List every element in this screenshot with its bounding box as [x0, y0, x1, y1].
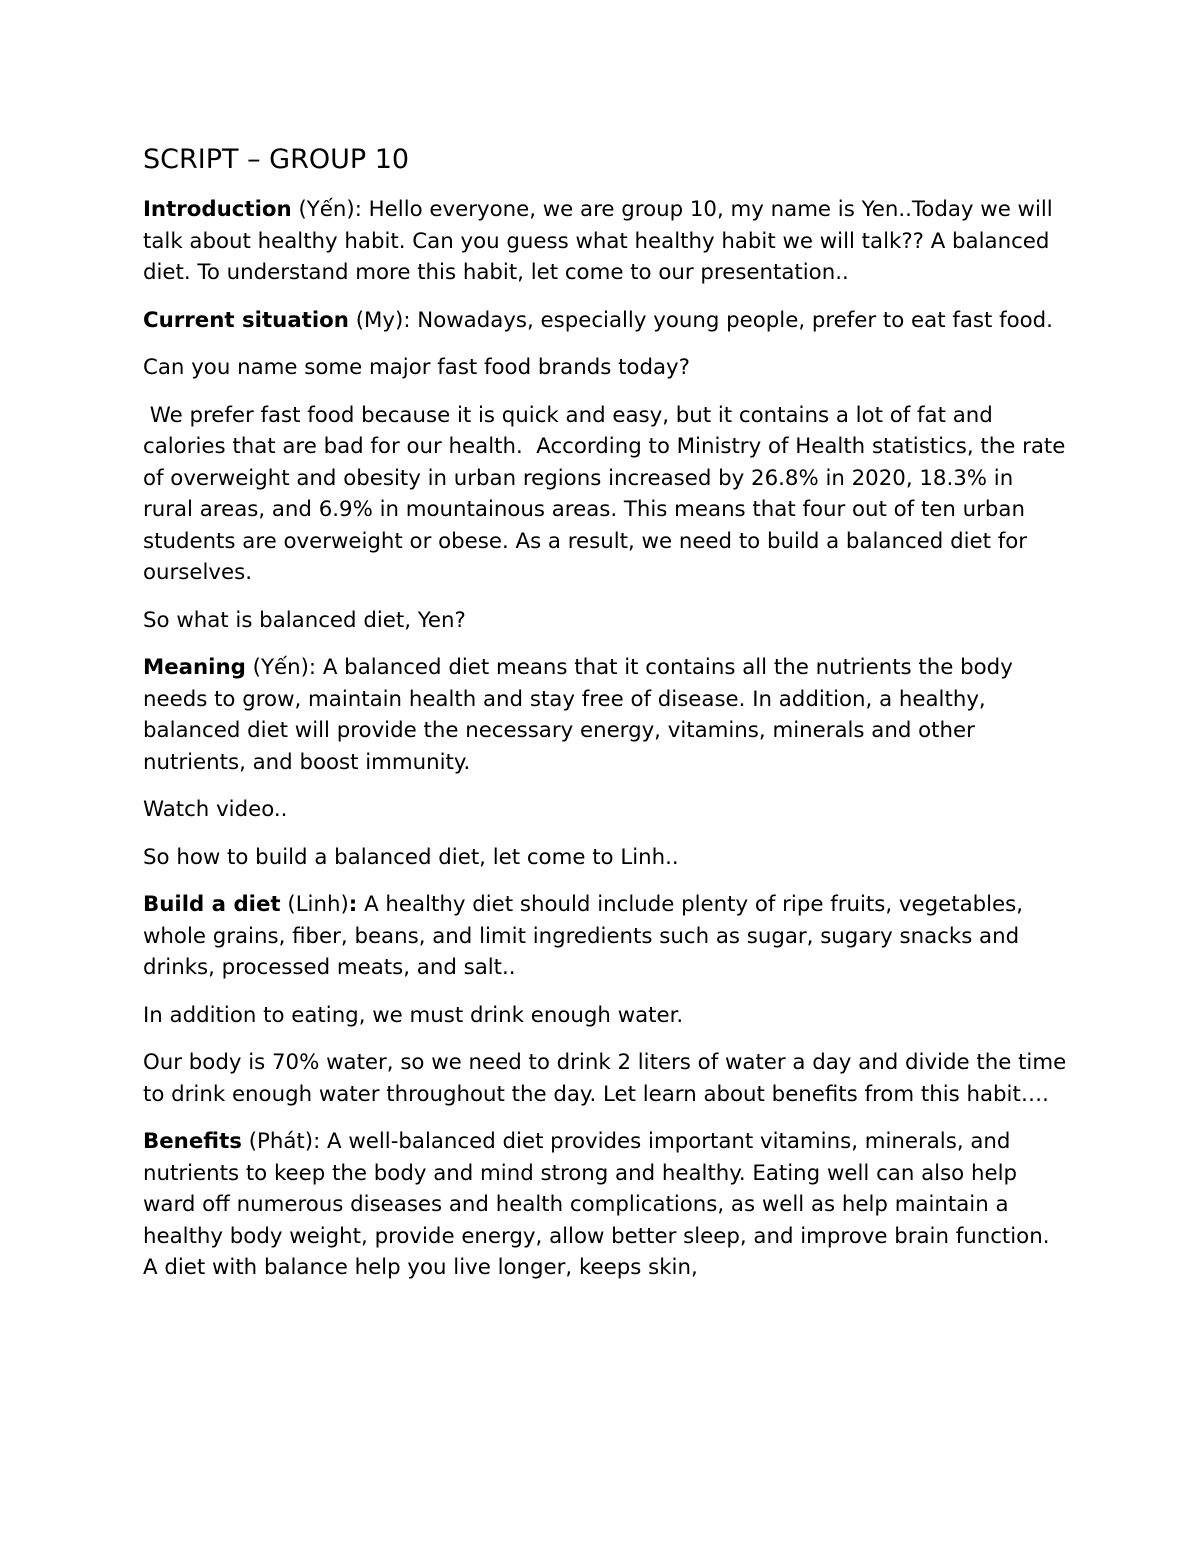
paragraph-text: A balanced diet means that it contains all the nutrients the body needs to grow, maintain health and stay free of disease. In addition, a healthy, balanced diet will provide the necessary energy, vitamins, minerals and other nutrients, and boost immunity.: [143, 655, 1020, 775]
speaker-name: (Yến):: [291, 197, 369, 222]
paragraph-text: A well-balanced diet provides important vitamins, minerals, and nutrients to keep the body and mind strong and healthy. Eating well can also help ward off numerous diseases and health complications, as well as help maintain a healthy body weight, provide energy, allow better sleep, and improve brain function. A diet with balance help you live longer, keeps skin,: [143, 1129, 1064, 1280]
paragraph-text: In addition to eating, we must drink enough water.: [143, 1002, 684, 1028]
paragraph-text: Our body is 70% water, so we need to drink 2 liters of water a day and divide the time to drink enough water throughout the day. Let learn about benefits from this habit….: [143, 1050, 1073, 1107]
speaker-name: (Phát):: [241, 1129, 328, 1154]
paragraph-text: Hello everyone, we are group 10, my name is Yen..Today we will talk about healthy habit. Can you guess what healthy habit we will talk?? A balanced diet. To understand more this habit, let come to our presentation..: [143, 197, 1060, 285]
document-body: [143, 142, 1073, 1300]
paragraph-meaning: [143, 652, 1068, 778]
paragraph-fast-food-stats: [143, 400, 1073, 589]
paragraph-water: [143, 1000, 1068, 1032]
paragraph-text: Nowadays, especially young people, prefer to eat fast food.: [417, 307, 1053, 333]
paragraph-water-amount: [143, 1047, 1073, 1110]
speaker-name: (Linh): [280, 892, 349, 917]
paragraph-text: A healthy diet should include plenty of ripe fruits, vegetables, whole grains, fiber, beans, and limit ingredients such as sugar, sugary snacks and drinks, processed meats, and salt..: [143, 892, 1030, 980]
speaker-name: (My):: [348, 307, 418, 333]
section-label: Benefits: [143, 1129, 242, 1154]
paragraph-text: So how to build a balanced diet, let come to Linh..: [143, 844, 679, 870]
section-label: Introduction: [143, 197, 292, 222]
document-title: SCRIPT – GROUP 10: [143, 144, 410, 175]
paragraph-introduction: [143, 194, 1068, 289]
section-label: Meaning: [143, 655, 246, 680]
paragraph-text: We prefer fast food because it is quick and easy, but it contains a lot of fat and calories that are bad for our health. According to Ministry of Health statistics, the rate of overweight and obesity in urban regions increased by 26.8% in 2020, 18.3% in rural areas, and 6.9% in mountainous areas. This means that four out of ten urban students are overweight or obese. As a result, we need to build a balanced diet for ourselves.: [143, 402, 1073, 585]
section-label: Build a diet: [143, 892, 281, 917]
paragraph-text: Watch video..: [143, 797, 288, 822]
paragraph-text: So what is balanced diet, Yen?: [143, 607, 466, 633]
speaker-colon: :: [348, 892, 358, 917]
paragraph-build-diet: [143, 889, 1068, 984]
paragraph-transition-linh: [143, 842, 1068, 874]
paragraph-watch-video: [143, 794, 1068, 826]
paragraph-text: Can you name some major fast food brands today?: [143, 355, 690, 380]
speaker-name: (Yến):: [245, 655, 323, 680]
paragraph-balanced-question: [143, 605, 1068, 637]
section-label: Current situation: [143, 307, 349, 333]
paragraph-current-situation: [143, 305, 1068, 337]
paragraph-brands-question: [143, 352, 1068, 384]
paragraph-benefits: [143, 1126, 1068, 1284]
